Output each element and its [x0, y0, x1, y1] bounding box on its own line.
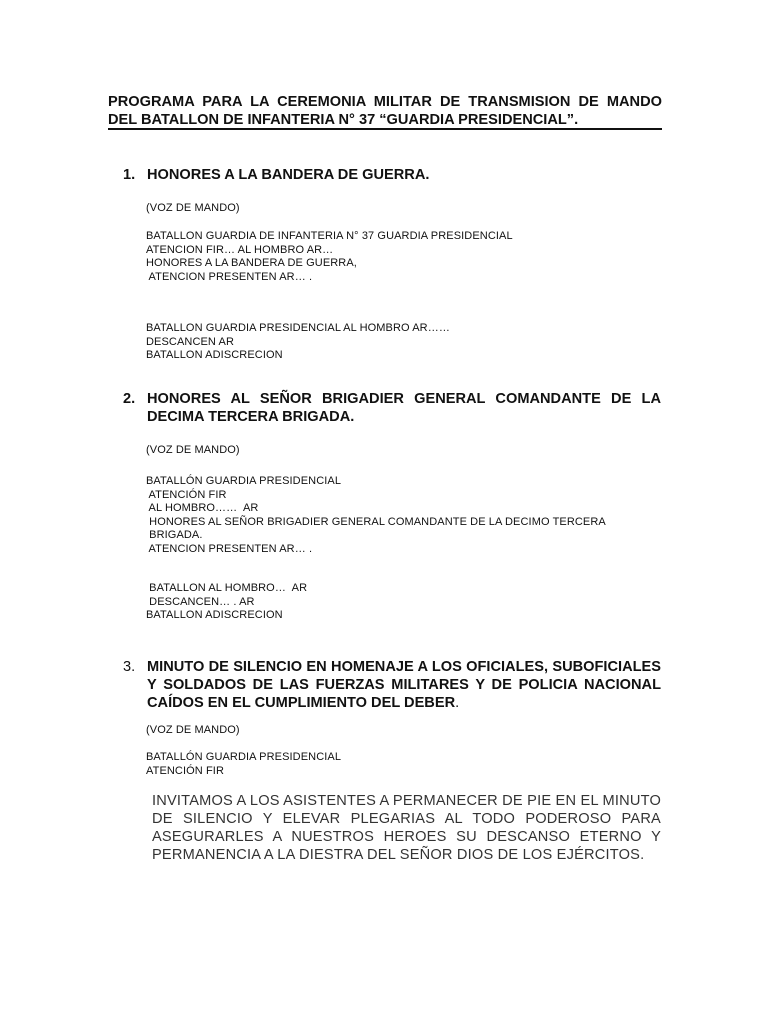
- title-underline: [108, 128, 662, 130]
- section-1-command-line: DESCANCEN AR: [146, 335, 234, 348]
- section-2-command-line: HONORES AL SEÑOR BRIGADIER GENERAL COMANDANTE DE LA DECIMO TERCERA: [146, 515, 606, 528]
- section-2-voz: (VOZ DE MANDO): [146, 444, 240, 456]
- section-1-voz: (VOZ DE MANDO): [146, 202, 240, 214]
- section-2-command-line: AL HOMBRO…… AR: [146, 502, 259, 514]
- section-1-command-line: BATALLON GUARDIA DE INFANTERIA N° 37 GUARDIA PRESIDENCIAL: [146, 230, 513, 242]
- section-3-heading: [147, 658, 661, 712]
- section-2-command-line: ATENCIÓN FIR: [146, 488, 227, 501]
- section-3-heading-period: .: [455, 695, 460, 711]
- section-1-command-line: ATENCION PRESENTEN AR… .: [146, 270, 313, 283]
- section-2-command-line: BATALLÓN GUARDIA PRESIDENCIAL: [146, 475, 342, 487]
- section-3-number: 3.: [123, 659, 136, 675]
- document-title: PROGRAMA PARA LA CEREMONIA MILITAR DE TRANSMISION DE MANDO DEL BATALLON DE INFANTERIA N° 37 “GUARDIA PRESIDENCIAL”.: [108, 94, 662, 128]
- section-3-invitation-text: INVITAMOS A LOS ASISTENTES A PERMANECER DE PIE EN EL MINUTO DE SILENCIO Y ELEVAR PLEGARIAS AL TODO PODEROSO PARA ASEGURARLES A NUESTROS HEROES SU DESCANSO ETERNO Y PERMANENCIA A LA DIESTRA DEL SEÑOR DIOS DE LOS EJÉRCITOS.: [152, 793, 661, 863]
- section-2-number: 2.: [123, 391, 136, 407]
- section-1-command-line: BATALLON GUARDIA PRESIDENCIAL AL HOMBRO AR……: [146, 322, 450, 334]
- section-2-command-line: ATENCION PRESENTEN AR… .: [146, 542, 313, 555]
- section-3-heading-text: MINUTO DE SILENCIO EN HOMENAJE A LOS OFICIALES, SUBOFICIALES Y SOLDADOS DE LAS FUERZAS MILITARES Y DE POLICIA NACIONAL CAÍDOS EN EL CUMPLIMIENTO DEL DEBER: [147, 659, 661, 711]
- section-3-command-line: ATENCIÓN FIR: [146, 764, 224, 777]
- section-3-voz: (VOZ DE MANDO): [146, 724, 240, 736]
- section-2-command-line: BRIGADA.: [146, 529, 203, 541]
- section-1-command-line: BATALLON ADISCRECION: [146, 349, 283, 361]
- section-2-command-line: BATALLON AL HOMBRO… AR: [146, 582, 308, 594]
- section-2-command-line: DESCANCEN… . AR: [146, 595, 255, 608]
- section-3-command-line: BATALLÓN GUARDIA PRESIDENCIAL: [146, 751, 342, 763]
- section-2-command-line: BATALLON ADISCRECION: [146, 609, 283, 621]
- section-1-heading: HONORES A LA BANDERA DE GUERRA.: [147, 167, 430, 183]
- section-1-command-line: ATENCION FIR… AL HOMBRO AR…: [146, 243, 334, 256]
- section-2-heading: HONORES AL SEÑOR BRIGADIER GENERAL COMANDANTE DE LA DECIMA TERCERA BRIGADA.: [147, 391, 661, 425]
- section-1-number: 1.: [123, 167, 136, 183]
- section-1-command-line: HONORES A LA BANDERA DE GUERRA,: [146, 257, 357, 269]
